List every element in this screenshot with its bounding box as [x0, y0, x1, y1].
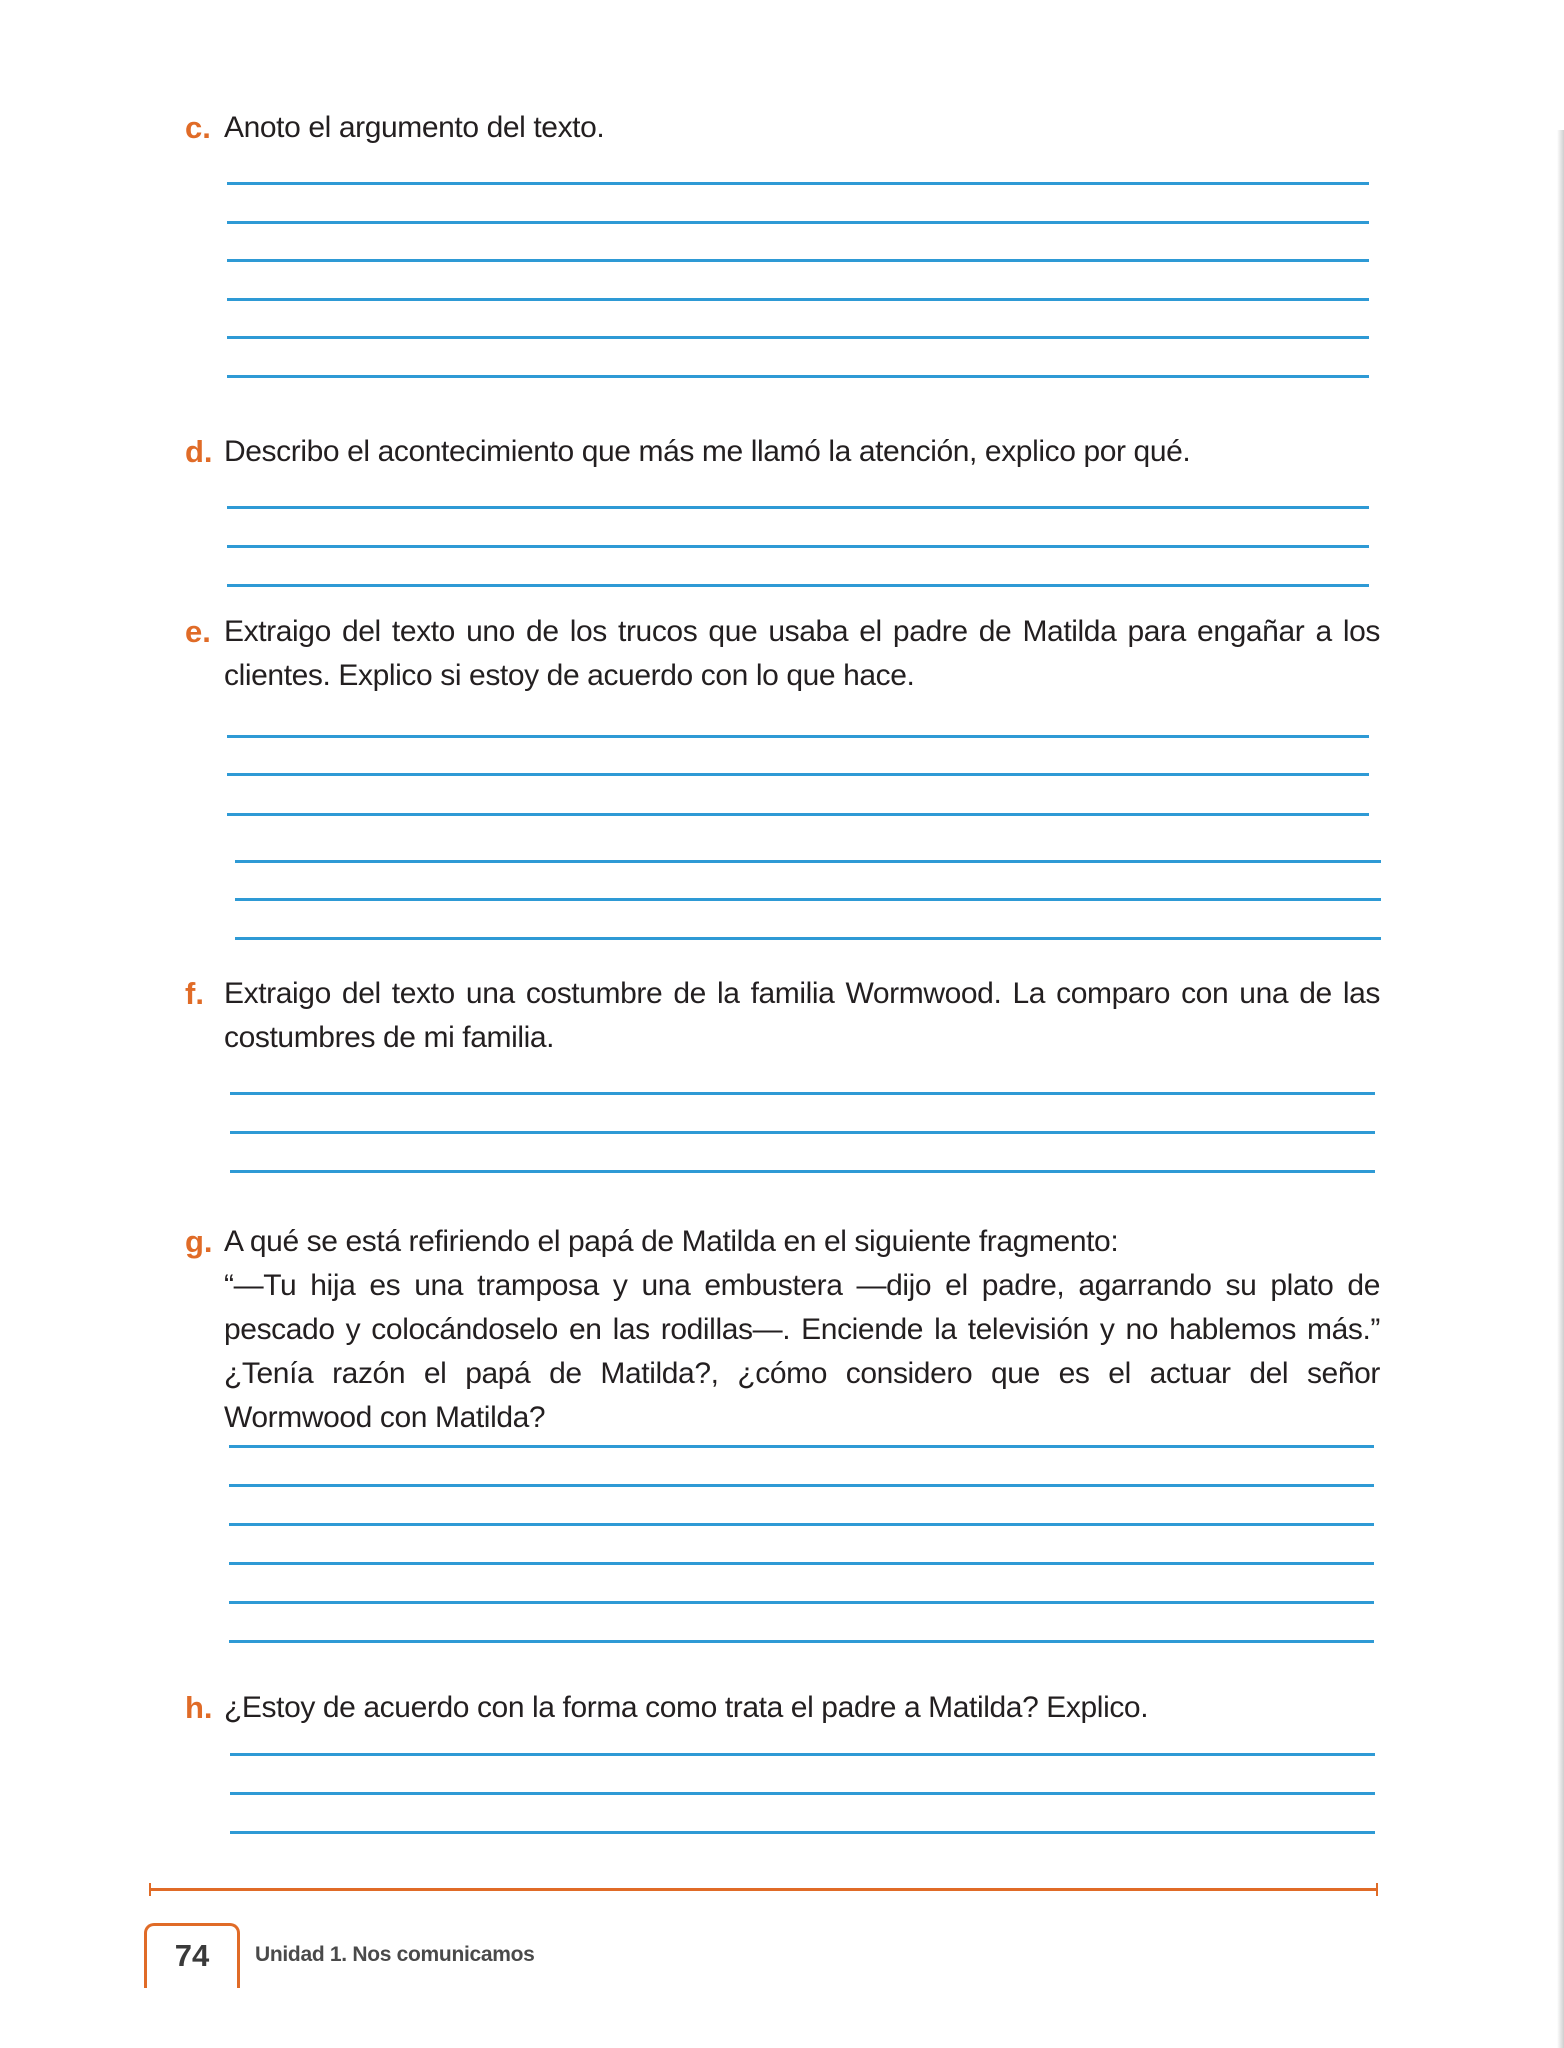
answer-line[interactable]: [227, 506, 1369, 509]
answer-line[interactable]: [229, 1640, 1374, 1643]
question-d: [185, 430, 1380, 474]
answer-line[interactable]: [229, 1601, 1374, 1604]
answer-line[interactable]: [230, 1831, 1375, 1834]
question-letter: d.: [185, 434, 213, 469]
question-text: [224, 610, 1380, 698]
quoted-fragment: “—Tu hija es una tramposa y una embustera —dijo el padre, agarrando su plato de pescado y colocándoselo en las rodillas—. Enciende la televisión y no hablemos más.” ¿Tenía razón el papá de Matilda?, ¿cómo considero que es el actuar del señor Wormwood con Matilda?: [224, 1269, 1380, 1434]
question-letter: h.: [185, 1690, 213, 1725]
answer-line[interactable]: [227, 298, 1369, 301]
question-paragraph: A qué se está refiriendo el papá de Matilda en el siguiente fragmento:: [224, 1225, 1119, 1258]
answer-line[interactable]: [235, 860, 1381, 863]
page-edge-shadow: [1557, 130, 1564, 2048]
answer-line[interactable]: [227, 221, 1369, 224]
footer-rule: [149, 1888, 1378, 1891]
answer-line[interactable]: [227, 259, 1369, 262]
page-number: 74: [174, 1938, 210, 1973]
question-text: [224, 430, 1380, 474]
question-paragraph: ¿Estoy de acuerdo con la forma como trata el padre a Matilda? Explico.: [224, 1691, 1149, 1724]
unit-label: Unidad 1. Nos comunicamos: [255, 1943, 535, 1966]
answer-line[interactable]: [230, 1753, 1375, 1756]
question-paragraph: Extraigo del texto uno de los trucos que usaba el padre de Matilda para engañar a los clientes. Explico si estoy de acuerdo con lo que hace.: [224, 615, 1380, 692]
question-paragraph: Describo el acontecimiento que más me llamó la atención, explico por qué.: [224, 435, 1191, 468]
answer-line[interactable]: [229, 1445, 1374, 1448]
question-text: [224, 972, 1380, 1060]
answer-line[interactable]: [227, 336, 1369, 339]
answer-line[interactable]: [235, 937, 1381, 940]
answer-line[interactable]: [230, 1131, 1375, 1134]
question-text: [224, 1686, 1380, 1730]
answer-line[interactable]: [227, 813, 1369, 816]
answer-line[interactable]: [229, 1562, 1374, 1565]
answer-line[interactable]: [230, 1170, 1375, 1173]
answer-line[interactable]: [230, 1092, 1375, 1095]
answer-line[interactable]: [227, 545, 1369, 548]
question-text: [224, 1220, 1380, 1440]
question-h: [185, 1686, 1380, 1730]
answer-line[interactable]: [227, 375, 1369, 378]
answer-line[interactable]: [235, 898, 1381, 901]
question-letter: c.: [185, 110, 211, 145]
answer-line[interactable]: [227, 735, 1369, 738]
question-paragraph: Anoto el argumento del texto.: [224, 111, 605, 144]
question-letter: g.: [185, 1224, 213, 1259]
answer-line[interactable]: [227, 182, 1369, 185]
question-letter: f.: [185, 976, 204, 1011]
question-e: [185, 610, 1380, 698]
answer-line[interactable]: [229, 1484, 1374, 1487]
question-g: [185, 1220, 1380, 1440]
answer-line[interactable]: [227, 773, 1369, 776]
page-number-tab: [144, 1923, 240, 1988]
question-letter: e.: [185, 614, 211, 649]
question-c: [185, 106, 1380, 150]
answer-line[interactable]: [229, 1523, 1374, 1526]
answer-line[interactable]: [230, 1792, 1375, 1795]
question-f: [185, 972, 1380, 1060]
answer-line[interactable]: [227, 584, 1369, 587]
question-text: [224, 106, 1380, 150]
question-paragraph: Extraigo del texto una costumbre de la familia Wormwood. La comparo con una de las costumbres de mi familia.: [224, 977, 1380, 1054]
